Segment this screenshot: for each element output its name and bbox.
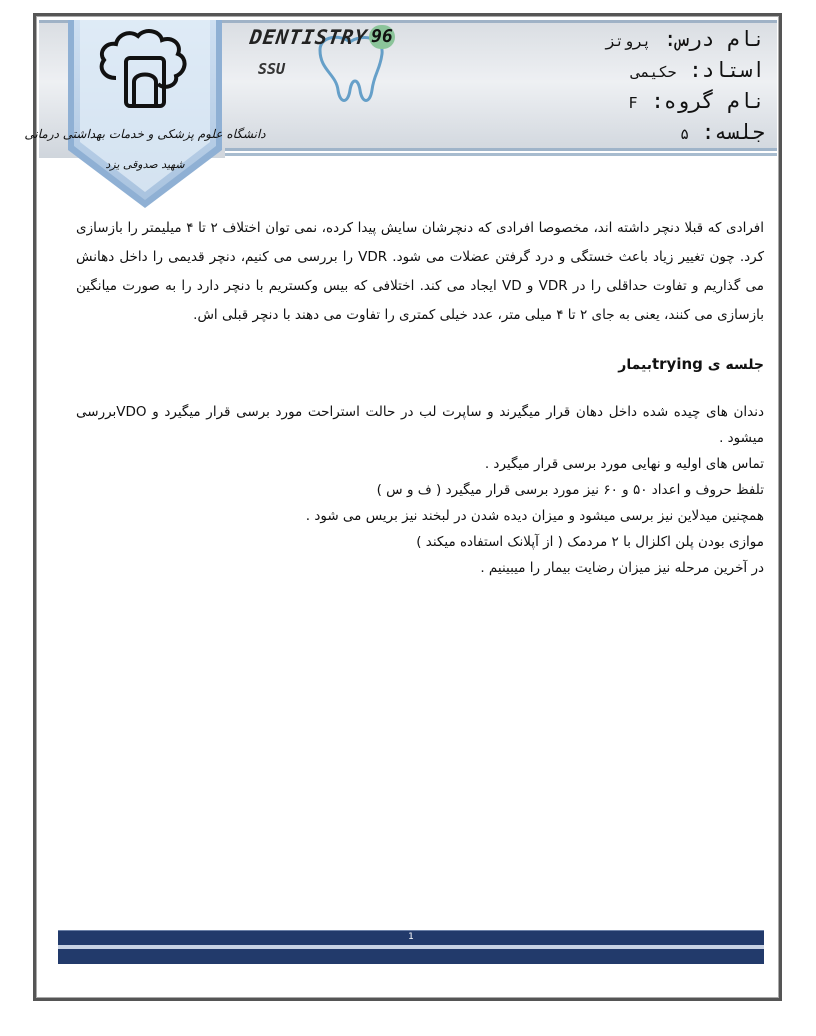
teacher-row (560, 55, 765, 86)
university-logo (24, 20, 266, 210)
page-body (76, 214, 764, 581)
section-heading (76, 352, 764, 377)
session-line: دندان های چیده شده داخل دهان قرار میگیرند و ساپرت لب در حالت استراحت مورد برسی قرار میگیرد و VDOبررسی میشود . (76, 404, 764, 446)
header-divider (225, 148, 777, 160)
brand-subtitle: SSU (258, 60, 286, 78)
course-row (560, 24, 765, 55)
intro-paragraph: افرادی که قبلا دنچر داشته اند، مخصوصا افرادی که دنچرشان سایش پیدا کرده، نمی توان اختلاف ۲ تا ۴ میلیمتر را بازسازی کرد. چون تغییر زیاد باعث خستگی و درد گرفتن عضلات می شود. VDR را بررسی می کنیم، دنچر قدیمی را داخل دهانش می گذاریم و تفاوت حداقلی را در VDR و VD ایجاد می کند. اختلافی که بیس وکستریم با دنچر دارد را به صورت میانگین بازسازی می کنند، یعنی به جای ۲ تا ۴ میلی متر، عدد خیلی کمتری را تفاوت می دهند با دنچر قبلی اش. (76, 220, 765, 323)
teacher-label: استاد: (689, 58, 765, 82)
session-line: همچنین میدلاین نیز برسی میشود و میزان دیده شدن در لبخند نیز بریس می شود . (305, 508, 764, 524)
logo-text-line1: دانشگاه علوم پزشکی و خدمات بهداشتی درمانی (24, 127, 266, 141)
brand-title: DENTISTRY (248, 25, 370, 49)
heading-prefix: جلسه ی (702, 357, 764, 373)
footer-bar (58, 930, 764, 964)
logo-text-line2: شهید صدوقی یزد (105, 158, 185, 171)
session-line: تماس های اولیه و نهایی مورد برسی قرار میگیرد . (484, 456, 764, 472)
heading-suffix: بیمار (618, 357, 652, 373)
trying-session-list (76, 399, 764, 581)
session-row (560, 117, 765, 148)
heading-latin: trying (651, 355, 703, 373)
course-value: پروتز (606, 32, 652, 50)
teacher-value: حکیمی (631, 63, 677, 81)
session-line: موازی بودن پلن اکلزال با ۲ مردمک ( از آپلانک استفاده میکند ) (416, 534, 764, 550)
page-number: 1 (408, 932, 414, 942)
group-row (560, 86, 765, 117)
session-value: ۵ (680, 125, 690, 143)
lecture-info (560, 24, 765, 148)
group-value: F (628, 94, 639, 112)
session-label: جلسه: (701, 120, 765, 144)
session-line: تلفظ حروف و اعداد ۵۰ و ۶۰ نیز مورد برسی قرار میگیرد ( ف و س ) (376, 482, 764, 498)
session-line: در آخرین مرحله نیز میزان رضایت بیمار را میبینیم . (480, 560, 764, 576)
group-label: نام گروه: (651, 89, 765, 113)
course-label: نام درس: (663, 27, 765, 51)
brand-number: 96 (369, 25, 395, 49)
